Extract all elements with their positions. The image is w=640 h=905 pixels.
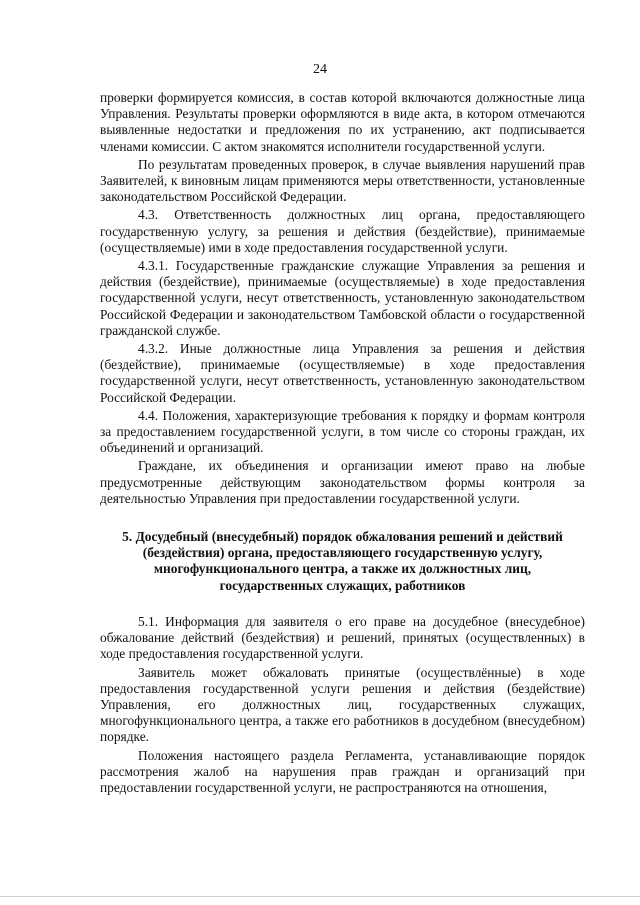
paragraph-4-3-1: 4.3.1. Государственные гражданские служащие Управления за решения и действия (бездействие), принимаемые (осуществляемые) в ходе предоставления государственной услуги, несут ответственность, установленную законодательством Российской Федерации и законодательством Тамбовской области о государственной гражданской службе.: [100, 258, 585, 338]
paragraph-citizens-rights: Граждане, их объединения и организации имеют право на любые предусмотренные действующим законодательством формы контроля за деятельностью Управления при предоставлении государственной услуги.: [100, 458, 585, 506]
paragraph-4-3-2: 4.3.2. Иные должностные лица Управления за решения и действия (бездействие), принимаемые (осуществляемые) в ходе предоставления государственной услуги, несут ответственность, установленную законодательством Российской Федерации.: [100, 341, 585, 405]
paragraph-commission: проверки формируется комиссия, в состав которой включаются должностные лица Управления. Результаты проверки оформляются в виде акта, в котором отмечаются выявленные недостатки и предложения по их устранению, акт подписывается членами комиссии. С актом знакомятся исполнители государственной услуги.: [100, 90, 585, 154]
paragraph-regulation-scope: Положения настоящего раздела Регламента, устанавливающие порядок рассмотрения жалоб на нарушения прав граждан и организаций при предоставлении государственной услуги, не распространяются на отношения,: [100, 747, 585, 795]
paragraph-5-1: 5.1. Информация для заявителя о его праве на досудебное (внесудебное) обжалование действий (бездействия) и решений, принятых (осуществленных) в ходе предоставления государственной услуги.: [100, 613, 585, 662]
paragraph-appeal: Заявитель может обжаловать принятые (осуществлённые) в ходе предоставления государственной услуги решения и действия (бездействие) Управления, его должностных лиц, государственных служащих, многофункционального центра, а также его работников в досудебном (внесудебном) порядке.: [100, 664, 585, 745]
section-5-heading: 5. Досудебный (внесудебный) порядок обжалования решений и действий (бездействия) органа, предоставляющего государственную услугу, многофункционального центра, а также их должностных лиц, государственных служащих, работников: [122, 529, 563, 593]
scan-edge-line: [0, 896, 640, 897]
paragraph-violations: По результатам проведенных проверок, в случае выявления нарушений прав Заявителей, к виновным лицам применяются меры ответственности, установленные законодательством Российской Федерации.: [100, 156, 585, 205]
paragraph-4-4: 4.4. Положения, характеризующие требования к порядку и формам контроля за предоставлением государственной услуги, в том числе со стороны граждан, их объединений и организаций.: [100, 407, 585, 456]
page-number: 24: [313, 62, 327, 77]
paragraph-4-3: 4.3. Ответственность должностных лиц органа, предоставляющего государственную услугу, за решения и действия (бездействие), принимаемые (осуществляемые) ими в ходе предоставления государственной услуги.: [100, 207, 585, 255]
document-body: [100, 90, 585, 796]
